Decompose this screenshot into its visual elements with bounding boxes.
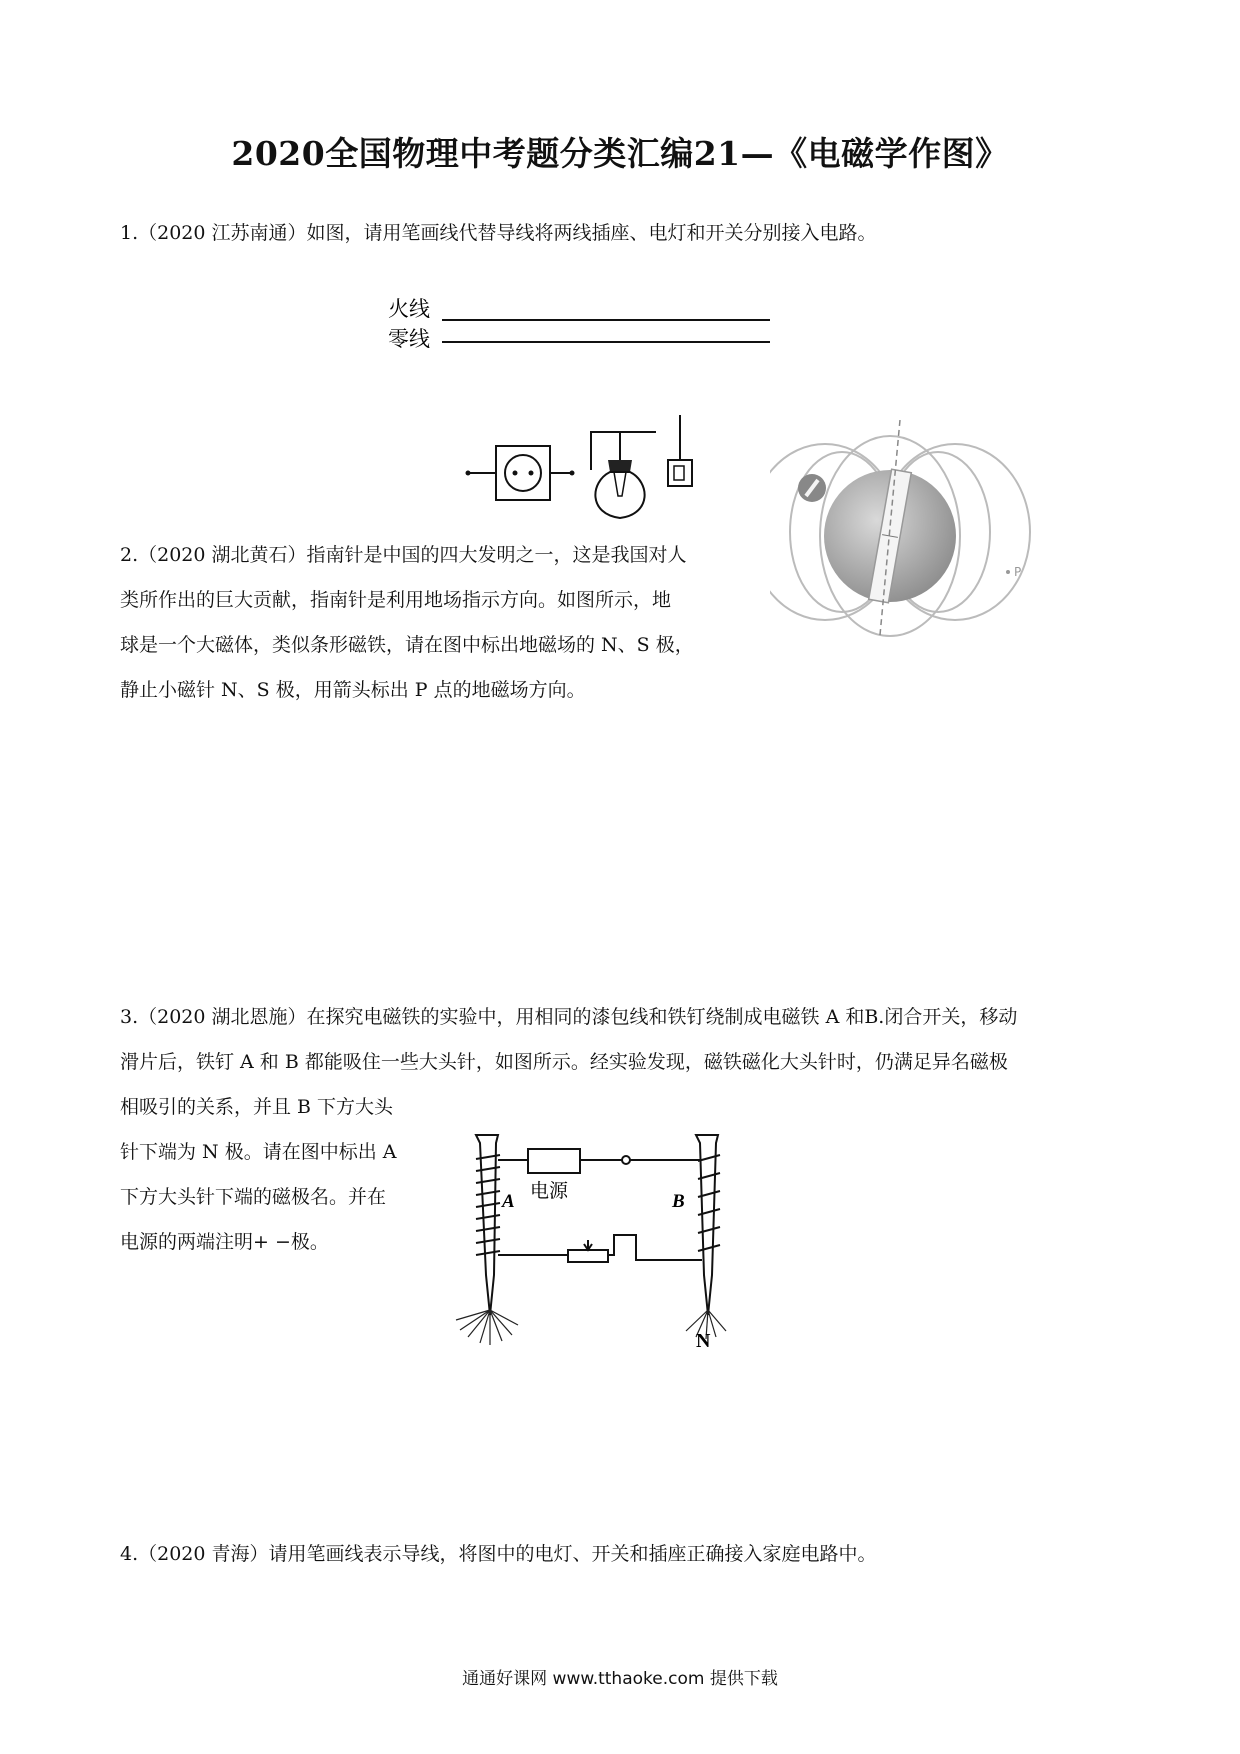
question-1-text: 1.（2020 江苏南通）如图，请用笔画线代替导线将两线插座、电灯和开关分别接入电路。 bbox=[120, 222, 877, 244]
page-footer: 通通好课网 www.tthaoke.com 提供下载 bbox=[462, 1669, 778, 1689]
label-a: A bbox=[502, 1191, 515, 1212]
fire-wire-label: 火线 bbox=[388, 297, 430, 321]
question-2-line: 类所作出的巨大贡献，指南针是利用地场指示方向。如图所示，地 bbox=[120, 589, 672, 611]
question-3-line: 电源的两端注明+ −极。 bbox=[120, 1231, 329, 1253]
electromagnet-circuit-figure bbox=[450, 1125, 750, 1350]
point-p-label: P bbox=[1014, 565, 1022, 579]
power-source-box bbox=[528, 1149, 580, 1173]
question-3-line: 3.（2020 湖北恩施）在探究电磁铁的实验中，用相同的漆包线和铁钉绕制成电磁铁 A 和B.闭合开关，移动 bbox=[120, 1006, 1018, 1028]
earth-magnetic-field-figure bbox=[770, 420, 1040, 640]
page-title: 2020全国物理中考题分类汇编21—《电磁学作图》 bbox=[231, 134, 1009, 173]
light-bulb bbox=[591, 432, 645, 518]
label-b: B bbox=[672, 1191, 685, 1212]
question-2-line: 球是一个大磁体，类似条形磁铁，请在图中标出地磁场的 N、S 极， bbox=[120, 634, 694, 656]
small-compass bbox=[798, 474, 826, 502]
neutral-wire-label: 零线 bbox=[388, 327, 430, 351]
question-3-line: 滑片后，铁钉 A 和 B 都能吸住一些大头针，如图所示。经实验发现，磁铁磁化大头针时，仍满足异名磁极 bbox=[120, 1051, 1008, 1073]
point-p-marker bbox=[1006, 570, 1010, 574]
wire-diagram bbox=[380, 290, 780, 370]
question-3-line: 针下端为 N 极。请在图中标出 A bbox=[120, 1141, 397, 1163]
wall-switch bbox=[620, 415, 692, 486]
circuit-components bbox=[460, 410, 710, 530]
question-2-line: 2.（2020 湖北黄石）指南针是中国的四大发明之一，这是我国对人 bbox=[120, 544, 687, 566]
nail-b bbox=[686, 1135, 726, 1339]
question-2-text bbox=[120, 543, 694, 723]
question-2-line: 静止小磁针 N、S 极，用箭头标出 P 点的地磁场方向。 bbox=[120, 679, 586, 701]
question-3-line: 相吸引的关系，并且 B 下方大头 bbox=[120, 1096, 394, 1118]
label-n: N bbox=[696, 1330, 711, 1350]
power-source-label: 电源 bbox=[530, 1180, 569, 1202]
two-pin-socket bbox=[466, 446, 575, 500]
nail-a bbox=[456, 1135, 518, 1345]
question-3-line: 下方大头针下端的磁极名。并在 bbox=[120, 1186, 387, 1208]
question-4-text: 4.（2020 青海）请用笔画线表示导线，将图中的电灯、开关和插座正确接入家庭电路中。 bbox=[120, 1543, 877, 1565]
